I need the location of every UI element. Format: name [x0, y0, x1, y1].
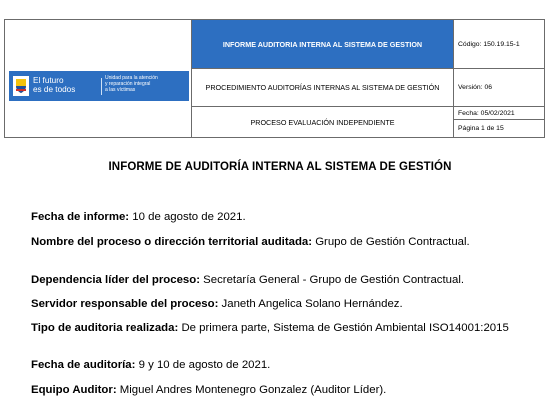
logo-slogan-text: El futuro es de todos	[33, 76, 76, 94]
report-date-field	[31, 210, 531, 224]
process-name-value: Grupo de Gestión Contractual.	[312, 236, 470, 248]
document-header-table	[4, 19, 545, 138]
responsible-value: Janeth Angelica Solano Hernández.	[218, 298, 403, 310]
procedure-cell: PROCEDIMIENTO AUDITORÍAS INTERNAS AL SISTEMA DE GESTIÓN	[192, 68, 454, 106]
audit-type-field	[31, 321, 531, 335]
responsible-label: Servidor responsable del proceso:	[31, 298, 219, 310]
report-title-cell: INFORME AUDITORIA INTERNA AL SISTEMA DE GESTION	[192, 20, 454, 68]
audit-type-value: De primera parte, Sistema de Gestión Ambiental ISO14001:2015	[178, 322, 509, 334]
report-date-value: 10 de agosto de 2021.	[129, 211, 246, 223]
lead-dependency-field	[31, 273, 531, 287]
logo-separator	[101, 78, 102, 95]
logo-entity-text: Unidad para la atención y reparación integral a las víctimas	[105, 75, 158, 93]
lead-dependency-value: Secretaría General - Grupo de Gestión Contractual.	[200, 274, 465, 286]
audit-type-label: Tipo de auditoria realizada:	[31, 322, 179, 334]
audit-team-label: Equipo Auditor:	[31, 384, 117, 396]
version-cell: Versión: 06	[454, 68, 544, 106]
process-name-field	[31, 235, 531, 249]
coat-of-arms-icon	[13, 76, 29, 96]
audit-date-value: 9 y 10 de agosto de 2021.	[135, 359, 271, 371]
process-cell: PROCESO EVALUACIÓN INDEPENDIENTE	[192, 106, 454, 137]
institution-logo-banner	[9, 71, 189, 101]
page-number-cell: Página 1 de 15	[454, 119, 544, 137]
audit-team-value: Miguel Andres Montenegro Gonzalez (Auditor Líder).	[116, 384, 387, 396]
responsible-field	[31, 297, 531, 311]
lead-dependency-label: Dependencia líder del proceso:	[31, 274, 201, 286]
logo-cell	[5, 20, 192, 137]
report-date-label: Fecha de informe:	[31, 211, 130, 223]
date-cell: Fecha: 05/02/2021	[454, 106, 544, 119]
audit-date-label: Fecha de auditoría:	[31, 359, 136, 371]
document-title: INFORME DE AUDITORÍA INTERNA AL SISTEMA DE GESTIÓN	[108, 161, 452, 173]
audit-date-field	[31, 358, 531, 372]
process-name-label: Nombre del proceso o dirección territorial auditada:	[31, 236, 313, 248]
code-cell: Código: 150.19.15-1	[458, 40, 520, 48]
audit-team-field	[31, 383, 531, 397]
